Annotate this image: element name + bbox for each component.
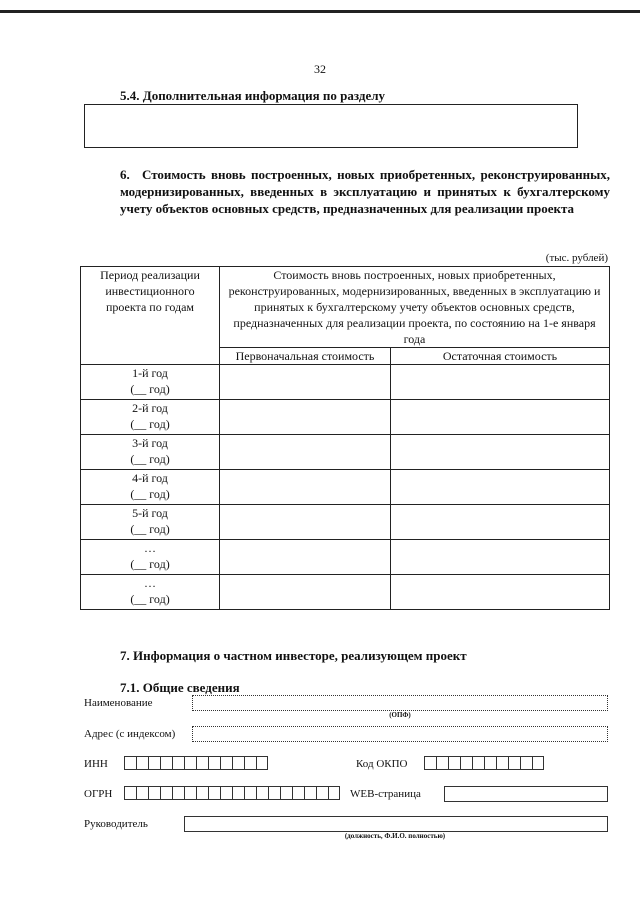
col-cost-header: Стоимость вновь построенных, новых приобретенных, реконструированных, модернизированных, введенных в эксплуатацию и принятых к бухгалтерскому учету объектов основных средств, предназначенных для реализации проекта, по состоянию на 1-е января года [220,267,610,348]
head-field[interactable] [184,816,608,832]
year-cell: … (__ год) [81,575,220,610]
year-cell: 1-й год (__ год) [81,365,220,400]
name-field[interactable] [192,695,608,711]
ogrn-label: ОГРН [84,788,113,800]
table-row [81,400,610,435]
inn-field[interactable] [124,756,268,770]
fixed-assets-table [80,266,610,610]
table-row [81,575,610,610]
table-row [81,540,610,575]
initial-cost-cell[interactable] [220,435,391,470]
table-row [81,435,610,470]
residual-cost-cell[interactable] [391,505,610,540]
year-cell: 3-й год (__ год) [81,435,220,470]
residual-cost-cell[interactable] [391,365,610,400]
residual-cost-cell[interactable] [391,470,610,505]
section-7-1-title: 7.1. Общие сведения [120,680,240,695]
section-5-4-title: 5.4. Дополнительная информация по разделу [120,88,386,103]
initial-cost-cell[interactable] [220,540,391,575]
additional-info-field[interactable] [84,104,578,148]
year-cell: 2-й год (__ год) [81,400,220,435]
top-rule [0,10,640,13]
initial-cost-cell[interactable] [220,470,391,505]
col-period-header: Период реализации инвестиционного проекта по годам [81,267,220,365]
initial-cost-cell[interactable] [220,575,391,610]
residual-cost-cell[interactable] [391,540,610,575]
year-cell: 4-й год (__ год) [81,470,220,505]
name-label: Наименование [84,697,153,709]
col-residual-header: Остаточная стоимость [391,348,610,365]
table-row [81,505,610,540]
table-row [81,365,610,400]
unit-label: (тыс. рублей) [545,252,608,264]
address-field[interactable] [192,726,608,742]
residual-cost-cell[interactable] [391,400,610,435]
web-field[interactable] [444,786,608,802]
residual-cost-cell[interactable] [391,435,610,470]
initial-cost-cell[interactable] [220,365,391,400]
initial-cost-cell[interactable] [220,400,391,435]
name-caption: (ОПФ) [389,711,411,719]
residual-cost-cell[interactable] [391,575,610,610]
address-label: Адрес (с индексом) [84,728,176,740]
head-caption: (должность, Ф.И.О. полностью) [344,832,446,840]
year-cell: … (__ год) [81,540,220,575]
section-6-text: Стоимость вновь построенных, новых приобретенных, реконструированных, модернизированных, введенных в эксплуатацию и принятых к бухгалтерскому учету объектов основных средств, предназначенных для реализации проекта [120,167,610,216]
okpo-field[interactable] [424,756,544,770]
year-cell: 5-й год (__ год) [81,505,220,540]
section-7-title: 7. Информация о частном инвесторе, реализующем проект [120,648,467,663]
ogrn-field[interactable] [124,786,340,800]
head-label: Руководитель [84,818,148,830]
table-row [81,470,610,505]
section-6-number: 6. [120,167,130,182]
section-6-title [120,166,610,217]
inn-label: ИНН [84,758,108,770]
page-number: 32 [314,62,326,76]
col-initial-header: Первоначальная стоимость [220,348,391,365]
okpo-label: Код ОКПО [356,758,408,770]
web-label: WEB-страница [350,788,421,800]
initial-cost-cell[interactable] [220,505,391,540]
